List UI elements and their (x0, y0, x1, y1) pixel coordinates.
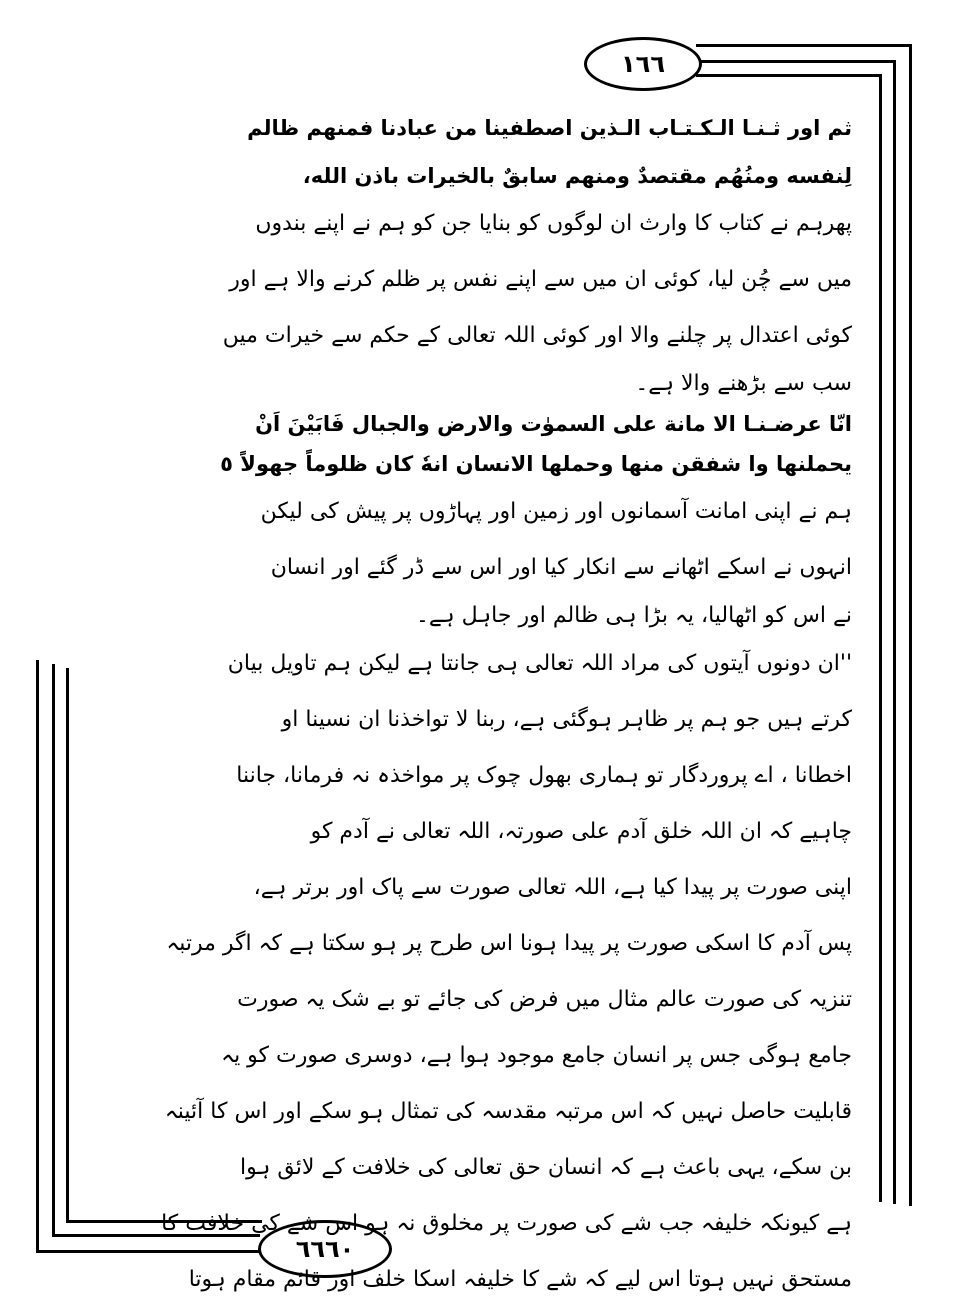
text-line: يحملنها وا شفقن منها وحملها الانسان انهٗ كان ظلوماً جهولاً ٥ (220, 452, 852, 476)
border-top-middle (696, 60, 896, 63)
text-line: نے اس کو اٹھالیا، یہ بڑا ہی ظالم اور جاہل ہے۔ (415, 603, 852, 628)
text-line: میں سے چُن لیا، کوئی ان میں سے اپنے نفس پر ظلم کرنے والا ہے اور (229, 267, 852, 292)
text-line: پھرہم نے کتاب کا وارث ان لوگوں کو بنایا جن کو ہم نے اپنے بندوں (255, 211, 852, 236)
text-line: ثم اور ثـنـا الـكـتـاب الـذين اصطفينا من عبادنا فمنهم ظالم (247, 116, 852, 140)
text-line: بن سکے، یہی باعث ہے کہ انسان حق تعالی کی خلافت کے لائق ہوا (240, 1155, 852, 1180)
page-body (161, 100, 852, 1308)
text-line: تنزیہ کی صورت عالم مثال میں فرض کی جائے تو بے شک یہ صورت (237, 987, 852, 1012)
text-line: جامع ہوگی جس پر انسان جامع موجود ہوا ہے، دوسری صورت کو یہ (221, 1043, 852, 1068)
border-top-outer (696, 44, 912, 47)
text-line: ہم نے اپنی امانت آسمانوں اور زمین اور پہاڑوں پر پیش کی لیکن (260, 499, 852, 524)
text-line: اپنی صورت پر پیدا کیا ہے، اللہ تعالی صورت سے پاک اور برتر ہے، (253, 875, 852, 900)
border-right-outer (909, 44, 912, 1206)
border-right-inner (879, 74, 882, 1202)
text-line: قابلیت حاصل نہیں کہ اس مرتبہ مقدسہ کی تمثال ہو سکے اور اس کا آئینہ (164, 1099, 852, 1124)
page-number-top: ۱٦٦ (584, 37, 702, 91)
text-line: ہے کیونکہ خلیفہ جب شے کی صورت پر مخلوق نہ ہو اس شے کی خلافت کا (161, 1211, 852, 1236)
text-line: سب سے بڑھنے والا ہے۔ (635, 371, 852, 396)
text-line: ''ان دونوں آیتوں کی مراد اللہ تعالی ہی جانتا ہے لیکن ہم تاویل بیان (227, 651, 852, 676)
text-line: لِنفسه ومنُهُم مقتصدٌ ومنهم سابقٌ بالخيرات باذن الله، (302, 164, 852, 188)
border-left-inner (66, 668, 69, 1222)
text-line: مستحق نہیں ہوتا اس لیے کہ شے کا خلیفہ اسکا خلف اور قائم مقام ہوتا (188, 1267, 852, 1292)
border-left-middle (52, 664, 55, 1236)
border-top-inner (696, 74, 882, 77)
text-line: کرتے ہیں جو ہم پر ظاہر ہوگئی ہے، ربنا لا تواخذنا ان نسينا او (281, 707, 852, 732)
text-line: انہوں نے اسکے اٹھانے سے انکار کیا اور اس سے ڈر گئے اور انسان (270, 555, 852, 580)
text-line: کوئی اعتدال پر چلنے والا اور کوئی اللہ تعالی کے حکم سے خیرات میں (222, 323, 852, 348)
border-left-outer (36, 660, 39, 1252)
text-line: پس آدم کا اسکی صورت پر پیدا ہونا اس طرح پر ہو سکتا ہے کہ اگر مرتبہ (166, 931, 852, 956)
text-line: انّا عرضـنـا الا مانة على السموٰت والارض والجبال فَابَيْنَ اَنْ (255, 412, 852, 436)
text-line: اخطانا ، اے پروردگار تو ہماری بھول چوک پر مواخذہ نہ فرمانا، جاننا (236, 763, 852, 788)
page-number-bottom: ٦٦٦۰ (258, 1220, 392, 1278)
border-right-middle (893, 60, 896, 1204)
text-line: چاہیے کہ ان اللہ خلق آدم علی صورتہ، اللہ تعالی نے آدم کو (310, 819, 852, 844)
